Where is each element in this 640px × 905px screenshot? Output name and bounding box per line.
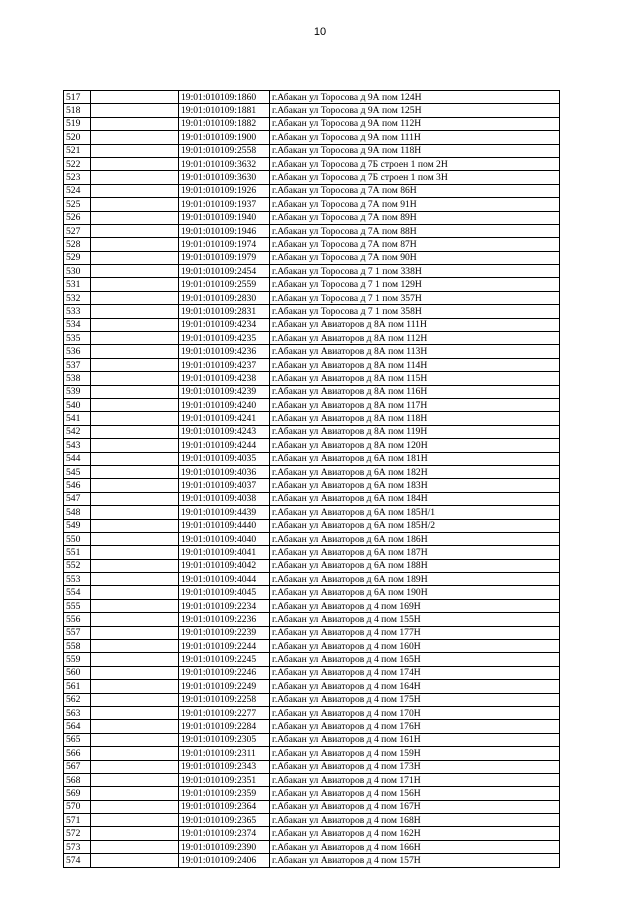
address-cell: г.Абакан ул Торосова д 7Б строен 1 пом 2Н bbox=[270, 157, 560, 170]
blank-cell bbox=[91, 559, 179, 572]
cadastral-number-cell: 19:01:010109:4239 bbox=[179, 385, 270, 398]
address-cell: г.Абакан ул Торосова д 7Б строен 1 пом 3Н bbox=[270, 171, 560, 184]
blank-cell bbox=[91, 747, 179, 760]
row-number-cell: 551 bbox=[64, 546, 91, 559]
address-cell: г.Абакан ул Торосова д 7А пом 91Н bbox=[270, 198, 560, 211]
blank-cell bbox=[91, 640, 179, 653]
blank-cell bbox=[91, 171, 179, 184]
table-row bbox=[64, 171, 560, 184]
row-number-cell: 520 bbox=[64, 131, 91, 144]
row-number-cell: 527 bbox=[64, 224, 91, 237]
cadastral-number-cell: 19:01:010109:1881 bbox=[179, 104, 270, 117]
table-row bbox=[64, 318, 560, 331]
table-row bbox=[64, 626, 560, 639]
address-cell: г.Абакан ул Авиаторов д 4 пом 168Н bbox=[270, 814, 560, 827]
cadastral-number-cell: 19:01:010109:1979 bbox=[179, 251, 270, 264]
row-number-cell: 524 bbox=[64, 184, 91, 197]
address-cell: г.Абакан ул Торосова д 7 1 пом 357Н bbox=[270, 291, 560, 304]
row-number-cell: 567 bbox=[64, 760, 91, 773]
row-number-cell: 572 bbox=[64, 827, 91, 840]
address-cell: г.Абакан ул Авиаторов д 6А пом 187Н bbox=[270, 546, 560, 559]
cadastral-number-cell: 19:01:010109:4238 bbox=[179, 372, 270, 385]
cadastral-number-cell: 19:01:010109:2830 bbox=[179, 291, 270, 304]
table-row bbox=[64, 760, 560, 773]
table-row bbox=[64, 519, 560, 532]
table-row bbox=[64, 91, 560, 104]
table-row bbox=[64, 720, 560, 733]
cadastral-number-cell: 19:01:010109:4240 bbox=[179, 398, 270, 411]
cadastral-number-cell: 19:01:010109:4035 bbox=[179, 452, 270, 465]
blank-cell bbox=[91, 278, 179, 291]
cadastral-number-cell: 19:01:010109:2284 bbox=[179, 720, 270, 733]
address-cell: г.Абакан ул Авиаторов д 6А пом 186Н bbox=[270, 532, 560, 545]
table-row bbox=[64, 827, 560, 840]
table-row bbox=[64, 814, 560, 827]
blank-cell bbox=[91, 385, 179, 398]
blank-cell bbox=[91, 425, 179, 438]
table-row bbox=[64, 840, 560, 853]
address-cell: г.Абакан ул Авиаторов д 4 пом 174Н bbox=[270, 666, 560, 679]
table-row bbox=[64, 385, 560, 398]
table-row bbox=[64, 157, 560, 170]
address-cell: г.Абакан ул Торосова д 9А пом 124Н bbox=[270, 91, 560, 104]
row-number-cell: 535 bbox=[64, 332, 91, 345]
cadastral-number-cell: 19:01:010109:2343 bbox=[179, 760, 270, 773]
cadastral-number-cell: 19:01:010109:3632 bbox=[179, 157, 270, 170]
table-row bbox=[64, 800, 560, 813]
blank-cell bbox=[91, 840, 179, 853]
cadastral-number-cell: 19:01:010109:1900 bbox=[179, 131, 270, 144]
table-row bbox=[64, 224, 560, 237]
cadastral-number-cell: 19:01:010109:4235 bbox=[179, 332, 270, 345]
row-number-cell: 529 bbox=[64, 251, 91, 264]
address-cell: г.Абакан ул Авиаторов д 8А пом 114Н bbox=[270, 358, 560, 371]
table-row bbox=[64, 291, 560, 304]
blank-cell bbox=[91, 720, 179, 733]
table-row bbox=[64, 332, 560, 345]
cadastral-number-cell: 19:01:010109:4241 bbox=[179, 412, 270, 425]
row-number-cell: 528 bbox=[64, 238, 91, 251]
table-row bbox=[64, 787, 560, 800]
cadastral-number-cell: 19:01:010109:2374 bbox=[179, 827, 270, 840]
address-cell: г.Абакан ул Авиаторов д 4 пом 171Н bbox=[270, 773, 560, 786]
table-row bbox=[64, 640, 560, 653]
blank-cell bbox=[91, 224, 179, 237]
cadastral-number-cell: 19:01:010109:4038 bbox=[179, 492, 270, 505]
row-number-cell: 522 bbox=[64, 157, 91, 170]
cadastral-number-cell: 19:01:010109:4243 bbox=[179, 425, 270, 438]
cadastral-number-cell: 19:01:010109:4234 bbox=[179, 318, 270, 331]
address-cell: г.Абакан ул Авиаторов д 4 пом 155Н bbox=[270, 613, 560, 626]
table-row bbox=[64, 144, 560, 157]
blank-cell bbox=[91, 479, 179, 492]
cadastral-number-cell: 19:01:010109:2245 bbox=[179, 653, 270, 666]
blank-cell bbox=[91, 492, 179, 505]
cadastral-number-cell: 19:01:010109:2406 bbox=[179, 854, 270, 867]
address-cell: г.Абакан ул Авиаторов д 6А пом 190Н bbox=[270, 586, 560, 599]
cadastral-number-cell: 19:01:010109:2244 bbox=[179, 640, 270, 653]
row-number-cell: 533 bbox=[64, 305, 91, 318]
blank-cell bbox=[91, 144, 179, 157]
table-row bbox=[64, 439, 560, 452]
row-number-cell: 550 bbox=[64, 532, 91, 545]
cadastral-number-cell: 19:01:010109:2351 bbox=[179, 773, 270, 786]
cadastral-number-cell: 19:01:010109:4037 bbox=[179, 479, 270, 492]
row-number-cell: 553 bbox=[64, 573, 91, 586]
blank-cell bbox=[91, 666, 179, 679]
table-row bbox=[64, 680, 560, 693]
blank-cell bbox=[91, 653, 179, 666]
row-number-cell: 518 bbox=[64, 104, 91, 117]
cadastral-number-cell: 19:01:010109:4440 bbox=[179, 519, 270, 532]
table-row bbox=[64, 305, 560, 318]
address-cell: г.Абакан ул Авиаторов д 4 пом 162Н bbox=[270, 827, 560, 840]
row-number-cell: 539 bbox=[64, 385, 91, 398]
row-number-cell: 545 bbox=[64, 465, 91, 478]
blank-cell bbox=[91, 787, 179, 800]
cadastral-number-cell: 19:01:010109:1940 bbox=[179, 211, 270, 224]
cadastral-number-cell: 19:01:010109:4040 bbox=[179, 532, 270, 545]
blank-cell bbox=[91, 332, 179, 345]
address-cell: г.Абакан ул Авиаторов д 8А пом 116Н bbox=[270, 385, 560, 398]
cadastral-number-cell: 19:01:010109:4036 bbox=[179, 465, 270, 478]
cadastral-number-cell: 19:01:010109:4044 bbox=[179, 573, 270, 586]
address-cell: г.Абакан ул Торосова д 9А пом 118Н bbox=[270, 144, 560, 157]
cadastral-number-cell: 19:01:010109:2559 bbox=[179, 278, 270, 291]
cadastral-number-cell: 19:01:010109:2311 bbox=[179, 747, 270, 760]
blank-cell bbox=[91, 372, 179, 385]
table-row bbox=[64, 358, 560, 371]
address-cell: г.Абакан ул Торосова д 7 1 пом 338Н bbox=[270, 265, 560, 278]
table-row bbox=[64, 184, 560, 197]
blank-cell bbox=[91, 733, 179, 746]
row-number-cell: 560 bbox=[64, 666, 91, 679]
cadastral-number-cell: 19:01:010109:2390 bbox=[179, 840, 270, 853]
row-number-cell: 532 bbox=[64, 291, 91, 304]
blank-cell bbox=[91, 265, 179, 278]
row-number-cell: 571 bbox=[64, 814, 91, 827]
cadastral-number-cell: 19:01:010109:2454 bbox=[179, 265, 270, 278]
cadastral-number-cell: 19:01:010109:4042 bbox=[179, 559, 270, 572]
row-number-cell: 548 bbox=[64, 506, 91, 519]
table-row bbox=[64, 452, 560, 465]
row-number-cell: 547 bbox=[64, 492, 91, 505]
row-number-cell: 525 bbox=[64, 198, 91, 211]
address-cell: г.Абакан ул Авиаторов д 4 пом 176Н bbox=[270, 720, 560, 733]
table-row bbox=[64, 599, 560, 612]
cadastral-number-cell: 19:01:010109:2831 bbox=[179, 305, 270, 318]
blank-cell bbox=[91, 131, 179, 144]
row-number-cell: 566 bbox=[64, 747, 91, 760]
table-row bbox=[64, 693, 560, 706]
blank-cell bbox=[91, 184, 179, 197]
cadastral-number-cell: 19:01:010109:2277 bbox=[179, 706, 270, 719]
blank-cell bbox=[91, 211, 179, 224]
table-row bbox=[64, 211, 560, 224]
table-row bbox=[64, 613, 560, 626]
blank-cell bbox=[91, 318, 179, 331]
address-cell: г.Абакан ул Торосова д 9А пом 125Н bbox=[270, 104, 560, 117]
row-number-cell: 531 bbox=[64, 278, 91, 291]
row-number-cell: 563 bbox=[64, 706, 91, 719]
blank-cell bbox=[91, 626, 179, 639]
table-row bbox=[64, 573, 560, 586]
address-cell: г.Абакан ул Авиаторов д 6А пом 189Н bbox=[270, 573, 560, 586]
table-row bbox=[64, 131, 560, 144]
blank-cell bbox=[91, 599, 179, 612]
row-number-cell: 555 bbox=[64, 599, 91, 612]
address-cell: г.Абакан ул Авиаторов д 8А пом 113Н bbox=[270, 345, 560, 358]
cadastral-number-cell: 19:01:010109:2365 bbox=[179, 814, 270, 827]
table-row bbox=[64, 278, 560, 291]
row-number-cell: 556 bbox=[64, 613, 91, 626]
table-row bbox=[64, 398, 560, 411]
page-number: 10 bbox=[313, 26, 327, 38]
blank-cell bbox=[91, 412, 179, 425]
blank-cell bbox=[91, 117, 179, 130]
address-cell: г.Абакан ул Торосова д 7А пом 88Н bbox=[270, 224, 560, 237]
address-cell: г.Абакан ул Торосова д 7А пом 87Н bbox=[270, 238, 560, 251]
address-cell: г.Абакан ул Авиаторов д 4 пом 156Н bbox=[270, 787, 560, 800]
cadastral-number-cell: 19:01:010109:1860 bbox=[179, 91, 270, 104]
address-cell: г.Абакан ул Авиаторов д 4 пом 165Н bbox=[270, 653, 560, 666]
blank-cell bbox=[91, 439, 179, 452]
cadastral-number-cell: 19:01:010109:4237 bbox=[179, 358, 270, 371]
cadastral-number-cell: 19:01:010109:2558 bbox=[179, 144, 270, 157]
address-cell: г.Абакан ул Авиаторов д 4 пом 160Н bbox=[270, 640, 560, 653]
table-row bbox=[64, 345, 560, 358]
table-row bbox=[64, 479, 560, 492]
address-cell: г.Абакан ул Торосова д 7А пом 86Н bbox=[270, 184, 560, 197]
blank-cell bbox=[91, 814, 179, 827]
cadastral-number-cell: 19:01:010109:2359 bbox=[179, 787, 270, 800]
address-cell: г.Абакан ул Авиаторов д 8А пом 119Н bbox=[270, 425, 560, 438]
table-row bbox=[64, 251, 560, 264]
table-row bbox=[64, 733, 560, 746]
address-cell: г.Абакан ул Торосова д 7 1 пом 358Н bbox=[270, 305, 560, 318]
row-number-cell: 562 bbox=[64, 693, 91, 706]
blank-cell bbox=[91, 586, 179, 599]
address-cell: г.Абакан ул Авиаторов д 6А пом 184Н bbox=[270, 492, 560, 505]
row-number-cell: 554 bbox=[64, 586, 91, 599]
table-row bbox=[64, 465, 560, 478]
address-cell: г.Абакан ул Авиаторов д 6А пом 182Н bbox=[270, 465, 560, 478]
cadastral-number-cell: 19:01:010109:4236 bbox=[179, 345, 270, 358]
address-cell: г.Абакан ул Авиаторов д 4 пом 173Н bbox=[270, 760, 560, 773]
address-cell: г.Абакан ул Авиаторов д 4 пом 177Н bbox=[270, 626, 560, 639]
row-number-cell: 541 bbox=[64, 412, 91, 425]
cadastral-number-cell: 19:01:010109:1974 bbox=[179, 238, 270, 251]
address-cell: г.Абакан ул Торосова д 9А пом 111Н bbox=[270, 131, 560, 144]
row-number-cell: 558 bbox=[64, 640, 91, 653]
row-number-cell: 549 bbox=[64, 519, 91, 532]
blank-cell bbox=[91, 827, 179, 840]
address-cell: г.Абакан ул Авиаторов д 4 пом 170Н bbox=[270, 706, 560, 719]
address-cell: г.Абакан ул Авиаторов д 4 пом 175Н bbox=[270, 693, 560, 706]
row-number-cell: 538 bbox=[64, 372, 91, 385]
cadastral-number-cell: 19:01:010109:2249 bbox=[179, 680, 270, 693]
blank-cell bbox=[91, 532, 179, 545]
row-number-cell: 544 bbox=[64, 452, 91, 465]
blank-cell bbox=[91, 91, 179, 104]
address-cell: г.Абакан ул Авиаторов д 4 пом 167Н bbox=[270, 800, 560, 813]
row-number-cell: 573 bbox=[64, 840, 91, 853]
cadastral-number-cell: 19:01:010109:2236 bbox=[179, 613, 270, 626]
address-cell: г.Абакан ул Авиаторов д 4 пом 169Н bbox=[270, 599, 560, 612]
blank-cell bbox=[91, 398, 179, 411]
row-number-cell: 530 bbox=[64, 265, 91, 278]
row-number-cell: 570 bbox=[64, 800, 91, 813]
row-number-cell: 557 bbox=[64, 626, 91, 639]
address-cell: г.Абакан ул Авиаторов д 4 пом 159Н bbox=[270, 747, 560, 760]
blank-cell bbox=[91, 465, 179, 478]
row-number-cell: 569 bbox=[64, 787, 91, 800]
blank-cell bbox=[91, 760, 179, 773]
blank-cell bbox=[91, 800, 179, 813]
table-row bbox=[64, 506, 560, 519]
table-row bbox=[64, 117, 560, 130]
blank-cell bbox=[91, 546, 179, 559]
address-cell: г.Абакан ул Авиаторов д 8А пом 112Н bbox=[270, 332, 560, 345]
row-number-cell: 540 bbox=[64, 398, 91, 411]
address-cell: г.Абакан ул Авиаторов д 8А пом 117Н bbox=[270, 398, 560, 411]
row-number-cell: 546 bbox=[64, 479, 91, 492]
address-cell: г.Абакан ул Авиаторов д 6А пом 185Н/1 bbox=[270, 506, 560, 519]
address-cell: г.Абакан ул Авиаторов д 4 пом 166Н bbox=[270, 840, 560, 853]
table-row bbox=[64, 412, 560, 425]
cadastral-number-cell: 19:01:010109:1946 bbox=[179, 224, 270, 237]
blank-cell bbox=[91, 706, 179, 719]
row-number-cell: 521 bbox=[64, 144, 91, 157]
address-cell: г.Абакан ул Авиаторов д 8А пом 111Н bbox=[270, 318, 560, 331]
row-number-cell: 526 bbox=[64, 211, 91, 224]
address-cell: г.Абакан ул Авиаторов д 8А пом 120Н bbox=[270, 439, 560, 452]
cadastral-number-cell: 19:01:010109:2234 bbox=[179, 599, 270, 612]
row-number-cell: 565 bbox=[64, 733, 91, 746]
address-cell: г.Абакан ул Авиаторов д 4 пом 164Н bbox=[270, 680, 560, 693]
blank-cell bbox=[91, 157, 179, 170]
cadastral-number-cell: 19:01:010109:1937 bbox=[179, 198, 270, 211]
blank-cell bbox=[91, 452, 179, 465]
table-row bbox=[64, 773, 560, 786]
row-number-cell: 574 bbox=[64, 854, 91, 867]
table-row bbox=[64, 425, 560, 438]
table-row bbox=[64, 546, 560, 559]
row-number-cell: 552 bbox=[64, 559, 91, 572]
table-row bbox=[64, 586, 560, 599]
cadastral-number-cell: 19:01:010109:4041 bbox=[179, 546, 270, 559]
address-cell: г.Абакан ул Авиаторов д 6А пом 185Н/2 bbox=[270, 519, 560, 532]
blank-cell bbox=[91, 506, 179, 519]
table-row bbox=[64, 854, 560, 867]
row-number-cell: 542 bbox=[64, 425, 91, 438]
row-number-cell: 536 bbox=[64, 345, 91, 358]
cadastral-number-cell: 19:01:010109:2305 bbox=[179, 733, 270, 746]
blank-cell bbox=[91, 773, 179, 786]
address-cell: г.Абакан ул Авиаторов д 6А пом 181Н bbox=[270, 452, 560, 465]
row-number-cell: 568 bbox=[64, 773, 91, 786]
address-cell: г.Абакан ул Авиаторов д 4 пом 161Н bbox=[270, 733, 560, 746]
table-row bbox=[64, 238, 560, 251]
row-number-cell: 517 bbox=[64, 91, 91, 104]
blank-cell bbox=[91, 573, 179, 586]
address-cell: г.Абакан ул Авиаторов д 4 пом 157Н bbox=[270, 854, 560, 867]
table-row bbox=[64, 492, 560, 505]
row-number-cell: 564 bbox=[64, 720, 91, 733]
blank-cell bbox=[91, 305, 179, 318]
table-row bbox=[64, 372, 560, 385]
address-cell: г.Абакан ул Торосова д 7А пом 90Н bbox=[270, 251, 560, 264]
cadastral-number-cell: 19:01:010109:1882 bbox=[179, 117, 270, 130]
cadastral-number-cell: 19:01:010109:4439 bbox=[179, 506, 270, 519]
cadastral-number-cell: 19:01:010109:2239 bbox=[179, 626, 270, 639]
blank-cell bbox=[91, 519, 179, 532]
table-row bbox=[64, 265, 560, 278]
table-row bbox=[64, 747, 560, 760]
address-cell: г.Абакан ул Авиаторов д 8А пом 118Н bbox=[270, 412, 560, 425]
address-cell: г.Абакан ул Торосова д 7 1 пом 129Н bbox=[270, 278, 560, 291]
blank-cell bbox=[91, 198, 179, 211]
blank-cell bbox=[91, 291, 179, 304]
cadastral-number-cell: 19:01:010109:3630 bbox=[179, 171, 270, 184]
address-cell: г.Абакан ул Торосова д 9А пом 112Н bbox=[270, 117, 560, 130]
table-row bbox=[64, 104, 560, 117]
blank-cell bbox=[91, 613, 179, 626]
cadastral-number-cell: 19:01:010109:4244 bbox=[179, 439, 270, 452]
table-row bbox=[64, 198, 560, 211]
blank-cell bbox=[91, 693, 179, 706]
blank-cell bbox=[91, 358, 179, 371]
blank-cell bbox=[91, 680, 179, 693]
cadastral-number-cell: 19:01:010109:2246 bbox=[179, 666, 270, 679]
row-number-cell: 534 bbox=[64, 318, 91, 331]
table-row bbox=[64, 653, 560, 666]
cadastral-number-cell: 19:01:010109:1926 bbox=[179, 184, 270, 197]
row-number-cell: 559 bbox=[64, 653, 91, 666]
blank-cell bbox=[91, 854, 179, 867]
cadastral-number-cell: 19:01:010109:2364 bbox=[179, 800, 270, 813]
blank-cell bbox=[91, 104, 179, 117]
cadastral-number-cell: 19:01:010109:2258 bbox=[179, 693, 270, 706]
blank-cell bbox=[91, 238, 179, 251]
cadastral-number-cell: 19:01:010109:4045 bbox=[179, 586, 270, 599]
address-cell: г.Абакан ул Авиаторов д 8А пом 115Н bbox=[270, 372, 560, 385]
address-cell: г.Абакан ул Авиаторов д 6А пом 188Н bbox=[270, 559, 560, 572]
row-number-cell: 537 bbox=[64, 358, 91, 371]
blank-cell bbox=[91, 345, 179, 358]
row-number-cell: 523 bbox=[64, 171, 91, 184]
address-cell: г.Абакан ул Торосова д 7А пом 89Н bbox=[270, 211, 560, 224]
row-number-cell: 561 bbox=[64, 680, 91, 693]
address-cell: г.Абакан ул Авиаторов д 6А пом 183Н bbox=[270, 479, 560, 492]
property-table bbox=[63, 90, 560, 868]
property-table-body bbox=[64, 91, 560, 868]
table-row bbox=[64, 532, 560, 545]
table-row bbox=[64, 559, 560, 572]
blank-cell bbox=[91, 251, 179, 264]
row-number-cell: 519 bbox=[64, 117, 91, 130]
row-number-cell: 543 bbox=[64, 439, 91, 452]
table-row bbox=[64, 666, 560, 679]
table-row bbox=[64, 706, 560, 719]
